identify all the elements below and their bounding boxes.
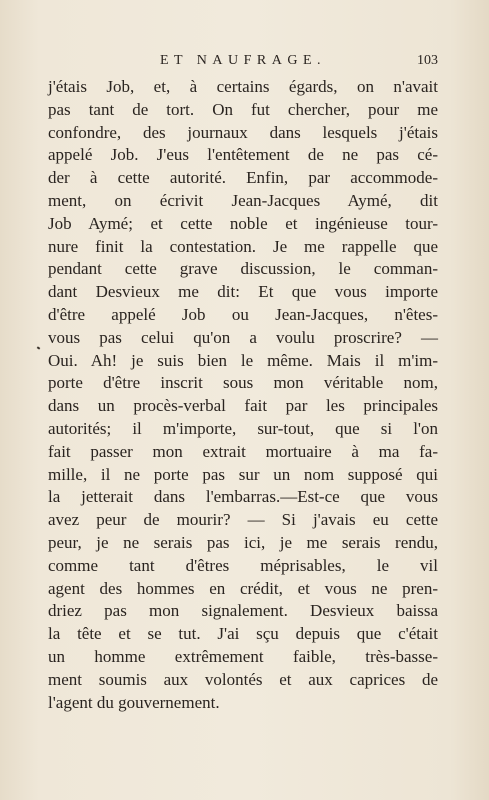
text-line-26: un homme extrêmement faible, très-basse- — [48, 646, 438, 666]
text-line-14: porte d'être inscrit sous mon véritable nom, — [48, 373, 438, 393]
text-line-18: mille, il ne porte pas sur un nom supposé qui — [48, 464, 438, 484]
text-line-7: Job Aymé; et cette noble et ingénieuse tour- — [48, 213, 438, 233]
text-line-12: vous pas celui qu'on a voulu proscrire? — — [48, 327, 438, 347]
text-line-4: appelé Job. J'eus l'entêtement de ne pas cé- — [48, 145, 438, 165]
text-line-6: ment, on écrivit Jean-Jacques Aymé, dit — [48, 190, 438, 210]
text-line-16: autorités; il m'importe, sur-tout, que si l'on — [48, 418, 438, 438]
margin-ink-mark — [37, 346, 41, 349]
text-line-22: comme tant d'êtres méprisables, le vil — [48, 555, 438, 575]
text-line-2: pas tant de tort. On fut chercher, pour me — [48, 99, 438, 119]
text-line-27: ment soumis aux volontés et aux caprices de — [48, 669, 438, 689]
text-line-19: la jetterait dans l'embarras.—Est-ce que vous — [48, 487, 438, 507]
text-line-13: Oui. Ah! je suis bien le même. Mais il m'im- — [48, 350, 438, 370]
text-line-25: la tête et se tut. J'ai sçu depuis que c'était — [48, 624, 438, 644]
text-line-23: agent des hommes en crédit, et vous ne pren- — [48, 578, 438, 598]
page-header — [48, 51, 438, 71]
text-line-15: dans un procès-verbal fait par les principales — [48, 396, 438, 416]
text-line-17: fait passer mon extrait mortuaire à ma fa- — [48, 441, 438, 461]
page-number: 103 — [417, 53, 438, 68]
text-line-5: der à cette autorité. Enfin, par accommode- — [48, 168, 438, 188]
text-line-21: peur, je ne serais pas ici, je me serais rendu, — [48, 532, 438, 552]
text-line-24: driez pas mon signalement. Desvieux baissa — [48, 601, 438, 621]
running-title: ET NAUFRAGE. — [159, 53, 327, 68]
text-line-3: confondre, des journaux dans lesquels j'étais — [48, 122, 438, 142]
text-line-8: nure finit la contestation. Je me rappelle que — [48, 236, 438, 256]
body-text — [48, 76, 438, 714]
text-line-20: avez peur de mourir? — Si j'avais eu cette — [48, 510, 438, 530]
text-line-10: dant Desvieux me dit: Et que vous importe — [48, 282, 438, 302]
text-line-9: pendant cette grave discussion, le comman- — [48, 259, 438, 279]
text-line-11: d'être appelé Job ou Jean-Jacques, n'êtes- — [48, 304, 438, 324]
text-line-1: j'étais Job, et, à certains égards, on n'avait — [48, 77, 438, 96]
text-line-28: l'agent du gouvernement. — [48, 692, 220, 712]
